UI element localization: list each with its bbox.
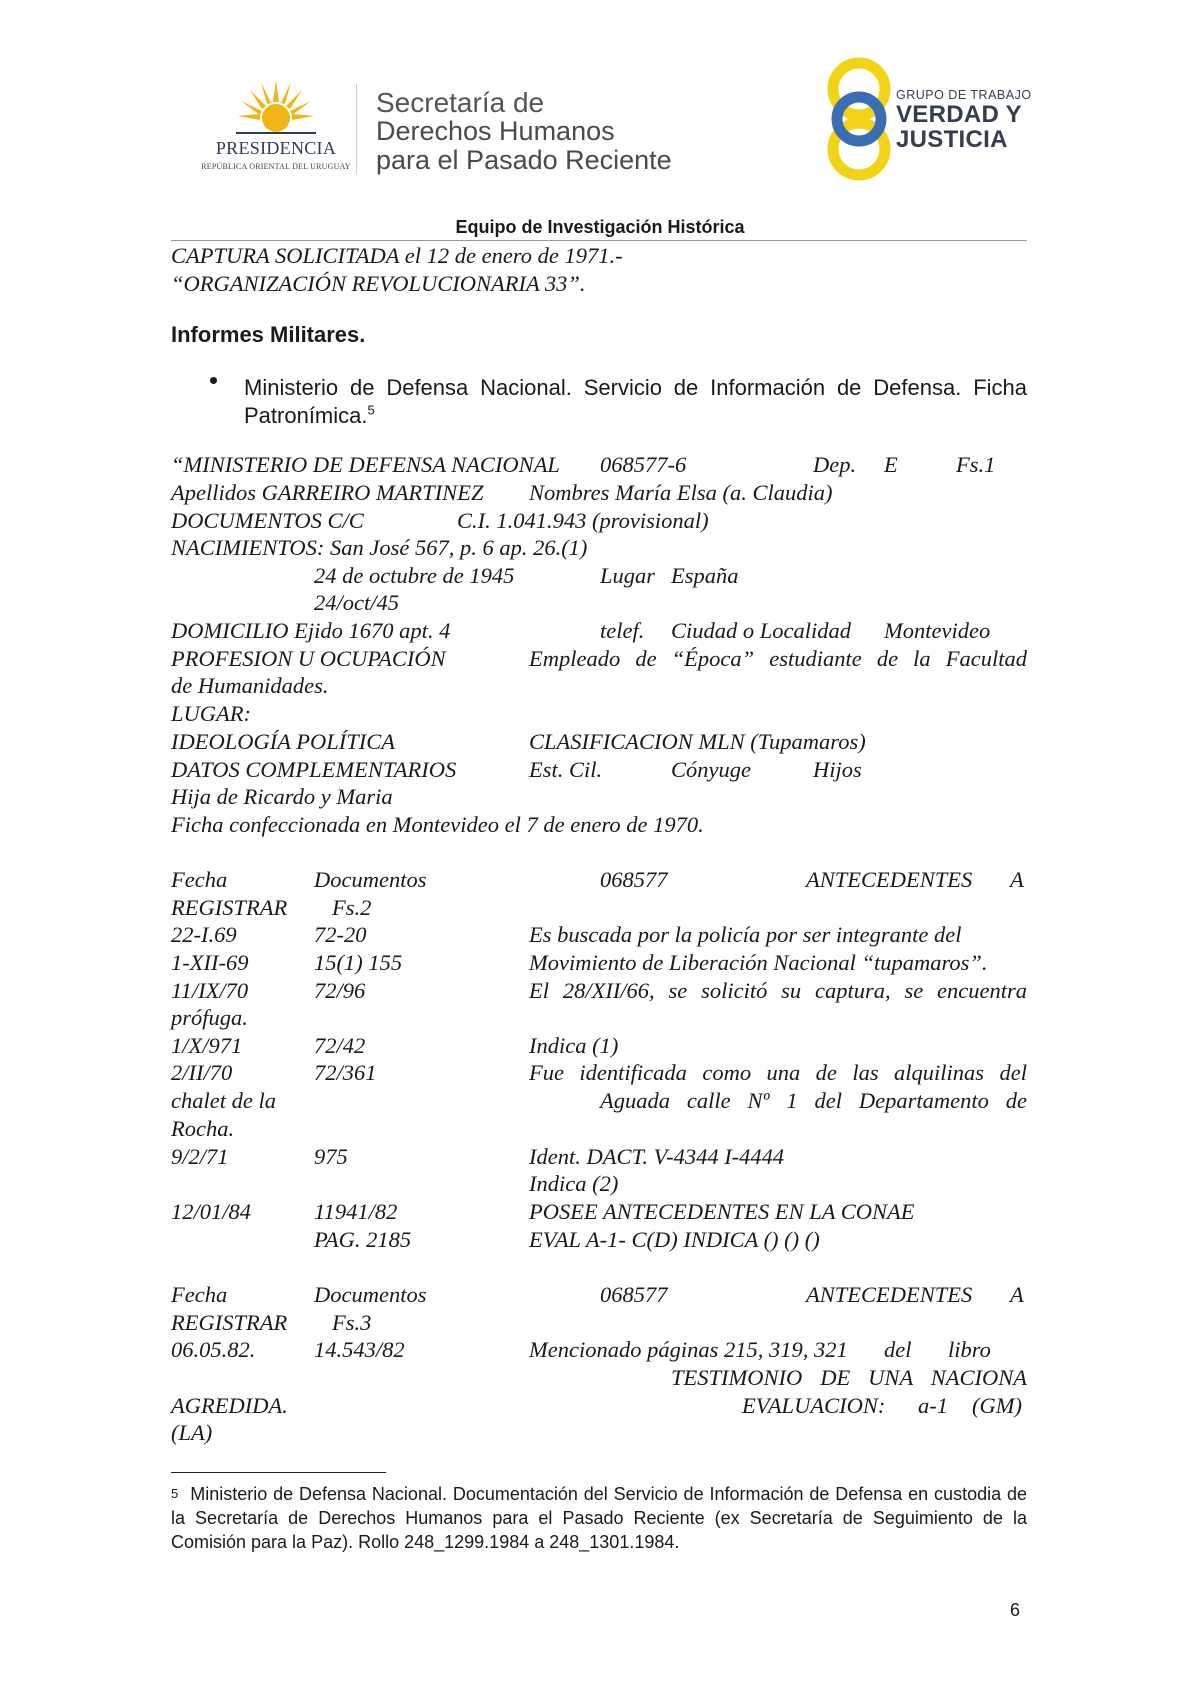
fs2-row5-end: Rocha. bbox=[171, 1116, 235, 1141]
fs2-row5-text: Fue identificada como una de las alquilinas del bbox=[529, 1060, 1027, 1085]
presidencia-subtitle: REPÚBLICA ORIENTAL DEL URUGUAY bbox=[201, 162, 351, 171]
sun-icon bbox=[236, 78, 316, 140]
fs3-a-header: A bbox=[1010, 1282, 1024, 1307]
section-title: Informes Militares. bbox=[171, 322, 366, 347]
fs3-eval-gm: (GM) bbox=[972, 1393, 1022, 1418]
page-number: 6 bbox=[1010, 1600, 1021, 1620]
fs2-number: 068577 bbox=[600, 867, 668, 892]
fs3-row1-title: TESTIMONIO DE UNA NACIONA bbox=[671, 1365, 1027, 1390]
fs3-row1-book: libro bbox=[948, 1337, 991, 1362]
fs1-birth-line: NACIMIENTOS: San José 567, p. 6 ap. 26.(1) bbox=[171, 535, 588, 560]
fs1-birth-date: 24 de octubre de 1945 bbox=[314, 563, 515, 588]
capture-line: CAPTURA SOLICITADA el 12 de enero de 1971.- bbox=[171, 243, 623, 268]
fs1-civil-status: Est. Cil. bbox=[529, 757, 603, 782]
fs2-row3-text: El 28/XII/66, se solicitó su captura, se encuentra bbox=[529, 978, 1027, 1003]
fs1-parents: Hija de Ricardo y Maria bbox=[171, 784, 393, 809]
fs2-row5-text-cont: Aguada calle Nº 1 del Departamento de bbox=[600, 1088, 1027, 1113]
fs1-children: Hijos bbox=[813, 757, 862, 782]
fs1-ministry: “MINISTERIO DE DEFENSA NACIONAL bbox=[171, 452, 560, 477]
fs3-row1-del: del bbox=[884, 1337, 912, 1362]
fs1-ideology-label: IDEOLOGÍA POLÍTICA bbox=[171, 729, 395, 754]
fs1-domicile: DOMICILIO Ejido 1670 apt. 4 bbox=[171, 618, 451, 643]
footnote-rule bbox=[171, 1472, 386, 1473]
footnote-ref[interactable]: 5 bbox=[367, 402, 375, 418]
fs1-extra-label: DATOS COMPLEMENTARIOS bbox=[171, 757, 457, 782]
fs3-docs-header: Documentos bbox=[314, 1282, 427, 1307]
presidencia-logo bbox=[196, 78, 356, 178]
fs1-birth-short: 24/oct/45 bbox=[314, 590, 399, 615]
verdad-justicia-logo bbox=[822, 56, 1042, 182]
fs3-row1-text: Mencionado páginas 215, 319, 321 bbox=[529, 1337, 848, 1362]
fs1-documents-label: DOCUMENTOS C/C bbox=[171, 508, 364, 533]
fs1-spouse: Cónyuge bbox=[671, 757, 751, 782]
fs2-docs-header: Documentos bbox=[314, 867, 427, 892]
fs1-dep-label: Dep. bbox=[813, 452, 857, 477]
fs2-row4-text: Indica (1) bbox=[529, 1033, 619, 1058]
fs2-register-header: REGISTRAR bbox=[171, 895, 288, 920]
fs2-row4-doc: 72/42 bbox=[314, 1033, 366, 1058]
fs3-eval-label: EVALUACION: bbox=[742, 1393, 886, 1418]
secretaria-line3: para el Pasado Reciente bbox=[376, 145, 672, 175]
fs2-row7-date: 12/01/84 bbox=[171, 1199, 252, 1224]
fs2-row5-cont: chalet de la bbox=[171, 1088, 276, 1113]
fs3-date-header: Fecha bbox=[171, 1282, 228, 1307]
fs2-row5-date: 2/II/70 bbox=[171, 1060, 233, 1085]
fs2-row6-text: Ident. DACT. V-4344 I-4444 bbox=[529, 1144, 785, 1169]
secretaria-line2: Derechos Humanos bbox=[376, 116, 615, 146]
fs2-row6-date: 9/2/71 bbox=[171, 1144, 229, 1169]
bullet-text: Ministerio de Defensa Nacional. Servicio de Información de Defensa. Ficha Patronímica. bbox=[244, 375, 1027, 428]
secretaria-line1: Secretaría de bbox=[376, 87, 545, 118]
fs1-place-value: España bbox=[671, 563, 739, 588]
fs1-profession-cont: de Humanidades. bbox=[171, 673, 329, 698]
fs1-city-value: Montevideo bbox=[884, 618, 991, 643]
fs3-eval-value: a-1 bbox=[918, 1393, 948, 1418]
organization-line: “ORGANIZACIÓN REVOLUCIONARIA 33”. bbox=[171, 271, 586, 296]
fs2-row7-eval: EVAL A-1- C(D) INDICA () () () bbox=[529, 1227, 820, 1252]
fs2-folio: Fs.2 bbox=[332, 895, 372, 920]
fs2-row2-text: Movimiento de Liberación Nacional “tupamaros”. bbox=[529, 950, 988, 975]
fs2-row1-doc: 72-20 bbox=[314, 922, 367, 947]
fs1-profession-label: PROFESION U OCUPACIÓN bbox=[171, 646, 446, 671]
fs2-row3-doc: 72/96 bbox=[314, 978, 366, 1003]
fs1-number: 068577-6 bbox=[600, 452, 687, 477]
fs3-row1-title-end: AGREDIDA. bbox=[171, 1393, 288, 1418]
fs2-row3-cont: prófuga. bbox=[171, 1005, 248, 1030]
fs2-row7-page: PAG. 2185 bbox=[314, 1227, 412, 1252]
presidencia-name: PRESIDENCIA bbox=[215, 138, 337, 158]
grupo-line2: JUSTICIA bbox=[896, 126, 1008, 153]
fs2-antecedents-header: ANTECEDENTES bbox=[806, 867, 973, 892]
fs1-profession-value: Empleado de “Época” estudiante de la Facultad bbox=[529, 646, 1027, 671]
rings-icon bbox=[822, 56, 896, 182]
fs1-made-in: Ficha confeccionada en Montevideo el 7 de enero de 1970. bbox=[171, 812, 704, 837]
fs1-phone-label: telef. bbox=[600, 618, 645, 643]
fs2-row2-date: 1-XII-69 bbox=[171, 950, 249, 975]
fs1-ideology-value: CLASIFICACION MLN (Tupamaros) bbox=[529, 729, 866, 754]
fs2-row6-text2: Indica (2) bbox=[529, 1171, 619, 1196]
footnote-number: 5 bbox=[171, 1486, 179, 1501]
fs2-row1-text: Es buscada por la policía por ser integrante del bbox=[529, 922, 962, 947]
fs1-place-label: Lugar bbox=[600, 563, 656, 588]
fs2-a-header: A bbox=[1010, 867, 1024, 892]
fs3-number: 068577 bbox=[600, 1282, 668, 1307]
fs1-folio: Fs.1 bbox=[956, 452, 996, 477]
fs2-row3-date: 11/IX/70 bbox=[171, 978, 249, 1003]
logo-divider bbox=[356, 84, 357, 174]
fs3-register-header: REGISTRAR bbox=[171, 1310, 288, 1335]
header-title: Equipo de Investigación Histórica bbox=[455, 217, 745, 237]
secretaria-logo bbox=[376, 88, 672, 175]
fs1-city-label: Ciudad o Localidad bbox=[671, 618, 852, 643]
fs1-place-of-work: LUGAR: bbox=[171, 701, 251, 726]
fs1-names: Nombres María Elsa (a. Claudia) bbox=[529, 480, 833, 505]
fs3-row1-date: 06.05.82. bbox=[171, 1337, 256, 1362]
fs1-surnames: Apellidos GARREIRO MARTINEZ bbox=[171, 480, 484, 505]
footnote bbox=[171, 1482, 1027, 1554]
grupo-line1: VERDAD Y bbox=[896, 101, 1022, 128]
fs2-row1-date: 22-I.69 bbox=[171, 922, 237, 947]
grupo-small: GRUPO DE TRABAJO bbox=[896, 88, 1032, 102]
header-rule bbox=[171, 240, 1027, 241]
footnote-text: Ministerio de Defensa Nacional. Documentación del Servicio de Información de Defensa en custodia de la Secretaría de Derechos Humanos para el Pasado Reciente (ex Secretaría de Seguimiento de la Comisión para la Paz). Rollo 248_1299.1984 a 248_1301.1984. bbox=[171, 1484, 1027, 1552]
fs2-row7-text: POSEE ANTECEDENTES EN LA CONAE bbox=[529, 1199, 915, 1224]
fs2-row5-doc: 72/361 bbox=[314, 1060, 377, 1085]
fs2-row2-doc: 15(1) 155 bbox=[314, 950, 403, 975]
fs2-row4-date: 1/X/971 bbox=[171, 1033, 243, 1058]
fs2-row6-doc: 975 bbox=[314, 1144, 348, 1169]
fs1-dep-value: E bbox=[884, 452, 898, 477]
fs1-documents-value: C.I. 1.041.943 (provisional) bbox=[457, 508, 709, 533]
fs3-antecedents-header: ANTECEDENTES bbox=[806, 1282, 973, 1307]
bullet-item bbox=[244, 374, 1027, 430]
fs2-row7-doc: 11941/82 bbox=[314, 1199, 398, 1224]
fs3-folio: Fs.3 bbox=[332, 1310, 372, 1335]
bullet-icon bbox=[210, 377, 217, 384]
fs3-row1-doc: 14.543/82 bbox=[314, 1337, 405, 1362]
fs2-date-header: Fecha bbox=[171, 867, 228, 892]
fs3-la: (LA) bbox=[171, 1420, 213, 1445]
